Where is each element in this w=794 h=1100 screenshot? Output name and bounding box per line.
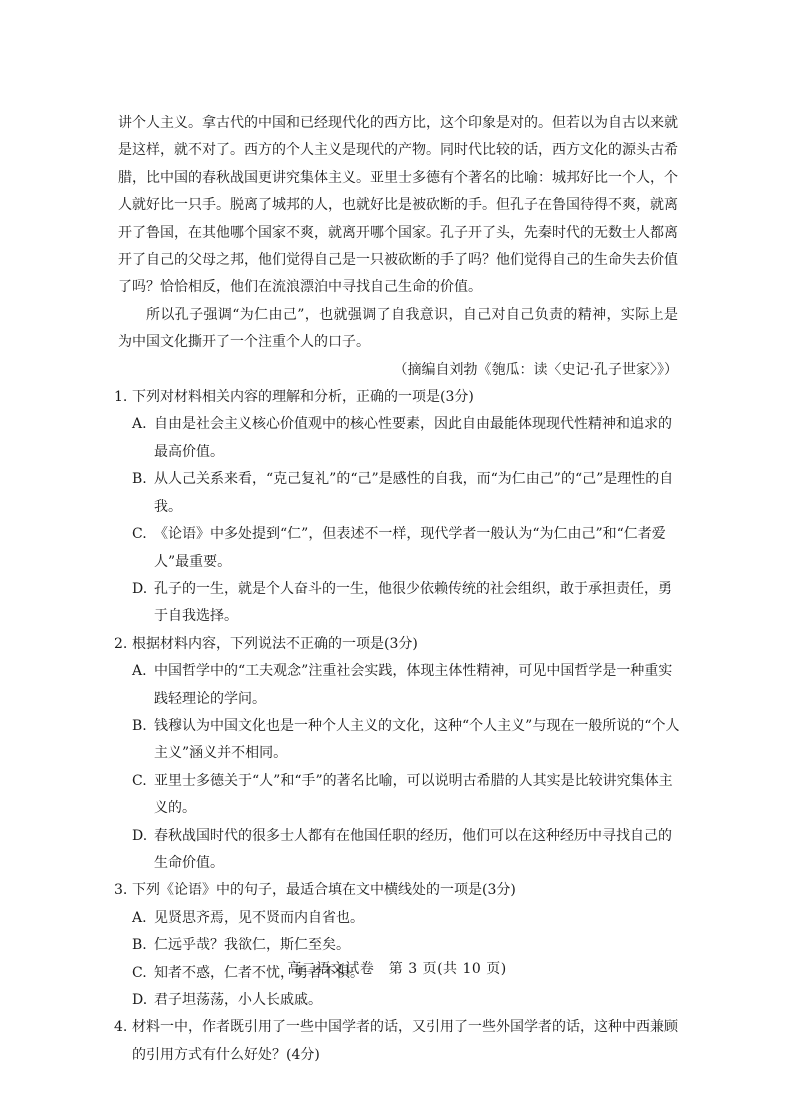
option-letter: C.	[132, 964, 147, 981]
option-text: 从人己关系来看，“克己复礼”的“己”是感性的自我，而“为仁由己”的“己”是理性的自我。	[154, 471, 674, 515]
question-stem	[114, 1014, 684, 1069]
option-text: 中国哲学中的“工夫观念”注重社会实践，体现主体性精神，可见中国哲学是一种重实践轻理论的学问。	[154, 663, 673, 707]
question-number: 3.	[114, 882, 128, 899]
option-a	[114, 905, 684, 932]
question-stem	[114, 384, 684, 411]
option-letter: D.	[132, 827, 148, 844]
option-text: 见贤思齐焉，见不贤而内自省也。	[154, 909, 364, 926]
option-text: 《论语》中多处提到“仁”，但表述不一样，现代学者一般认为“为仁由己”和“仁者爱人”最重要。	[154, 526, 666, 570]
option-b	[114, 713, 684, 768]
option-d	[114, 987, 684, 1014]
question-1	[114, 384, 684, 631]
question-stem	[114, 877, 684, 904]
page-footer: 高二语文试卷 第 3 页(共 10 页)	[287, 961, 507, 977]
option-text: 春秋战国时代的很多士人都有在他国任职的经历，他们可以在这种经历中寻找自己的生命价值。	[154, 827, 672, 871]
question-text: 下列对材料相关内容的理解和分析，正确的一项是(3分)	[132, 389, 474, 406]
option-a	[114, 658, 684, 713]
option-letter: D.	[132, 992, 148, 1008]
option-text: 仁远乎哉？我欲仁，斯仁至矣。	[154, 937, 350, 954]
option-letter: B.	[132, 937, 147, 954]
option-letter: A.	[132, 416, 147, 433]
option-text: 亚里士多德关于“人”和“手”的著名比喻，可以说明古希腊的人其实是比较讲究集体主义的。	[154, 772, 673, 817]
question-number: 1.	[114, 389, 128, 406]
option-text: 自由是社会主义核心价值观中的核心性要素，因此自由最能体现现代性精神和追求的最高价值。	[154, 416, 672, 460]
question-2	[114, 631, 684, 878]
question-stem	[114, 631, 684, 658]
option-text: 钱穆认为中国文化也是一种个人主义的文化，这种“个人主义”与现在一般所说的“个人主义”涵义并不相同。	[154, 717, 680, 762]
question-3	[114, 877, 684, 1014]
option-letter: D.	[132, 580, 148, 597]
question-number: 4.	[114, 1019, 128, 1036]
option-letter: C.	[132, 526, 147, 543]
question-text: 下列《论语》中的句子，最适合填在文中横线处的一项是(3分)	[132, 882, 516, 899]
option-b	[114, 932, 684, 959]
question-text: 材料一中，作者既引用了一些中国学者的话，又引用了一些外国学者的话，这种中西兼顾的引用方式有什么好处？(4分)	[132, 1019, 678, 1063]
option-text: 君子坦荡荡，小人长戚戚。	[154, 992, 322, 1008]
option-c	[114, 521, 684, 576]
option-c	[114, 768, 684, 823]
question-4	[114, 1014, 684, 1069]
passage-paragraph-2: 所以孔子强调“为仁由己”，也就强调了自我意识，自己对自己负责的精神，实际上是为中国文化撕开了一个注重个人的口子。	[118, 306, 678, 351]
option-letter: A.	[132, 663, 147, 680]
option-letter: B.	[132, 717, 147, 734]
option-letter: C.	[132, 772, 147, 789]
option-b	[114, 466, 684, 521]
option-text: 孔子的一生，就是个人奋斗的一生，他很少依赖传统的社会组织，敢于承担责任，勇于自我选择。	[154, 580, 672, 625]
passage-paragraph-1: 讲个人主义。拿古代的中国和已经现代化的西方比，这个印象是对的。但若以为自古以来就是这样，就不对了。西方的个人主义是现代的产物。同时代比较的话，西方文化的源头古希腊，比中国的春秋战国更讲究集体主义。亚里士多德有个著名的比喻：城邦好比一个人，个人就好比一只手。脱离了城邦的人，也就好比是被砍断的手。但孔子在鲁国待得不爽，就离开了鲁国，在其他哪个国家不爽，就离开哪个国家。孔子开了头，先秦时代的无数士人都离开了自己的父母之邦，他们觉得自己是一只被砍断的手了吗？他们觉得自己的生命失去价值了吗？恰恰相反，他们在流浪漂泊中寻找自己生命的价值。	[118, 115, 678, 296]
option-text: 知者不惑，仁者不忧，勇者不惧。	[154, 964, 364, 981]
passage-source: （摘编自刘勃《匏瓜：读〈史记·孔子世家〉》）	[393, 361, 678, 378]
option-d	[114, 576, 684, 631]
option-d	[114, 823, 684, 878]
option-letter: B.	[132, 471, 147, 488]
option-letter: A.	[132, 909, 147, 926]
question-text: 根据材料内容，下列说法不正确的一项是(3分)	[132, 635, 418, 652]
option-a	[114, 411, 684, 466]
question-number: 2.	[114, 635, 128, 652]
